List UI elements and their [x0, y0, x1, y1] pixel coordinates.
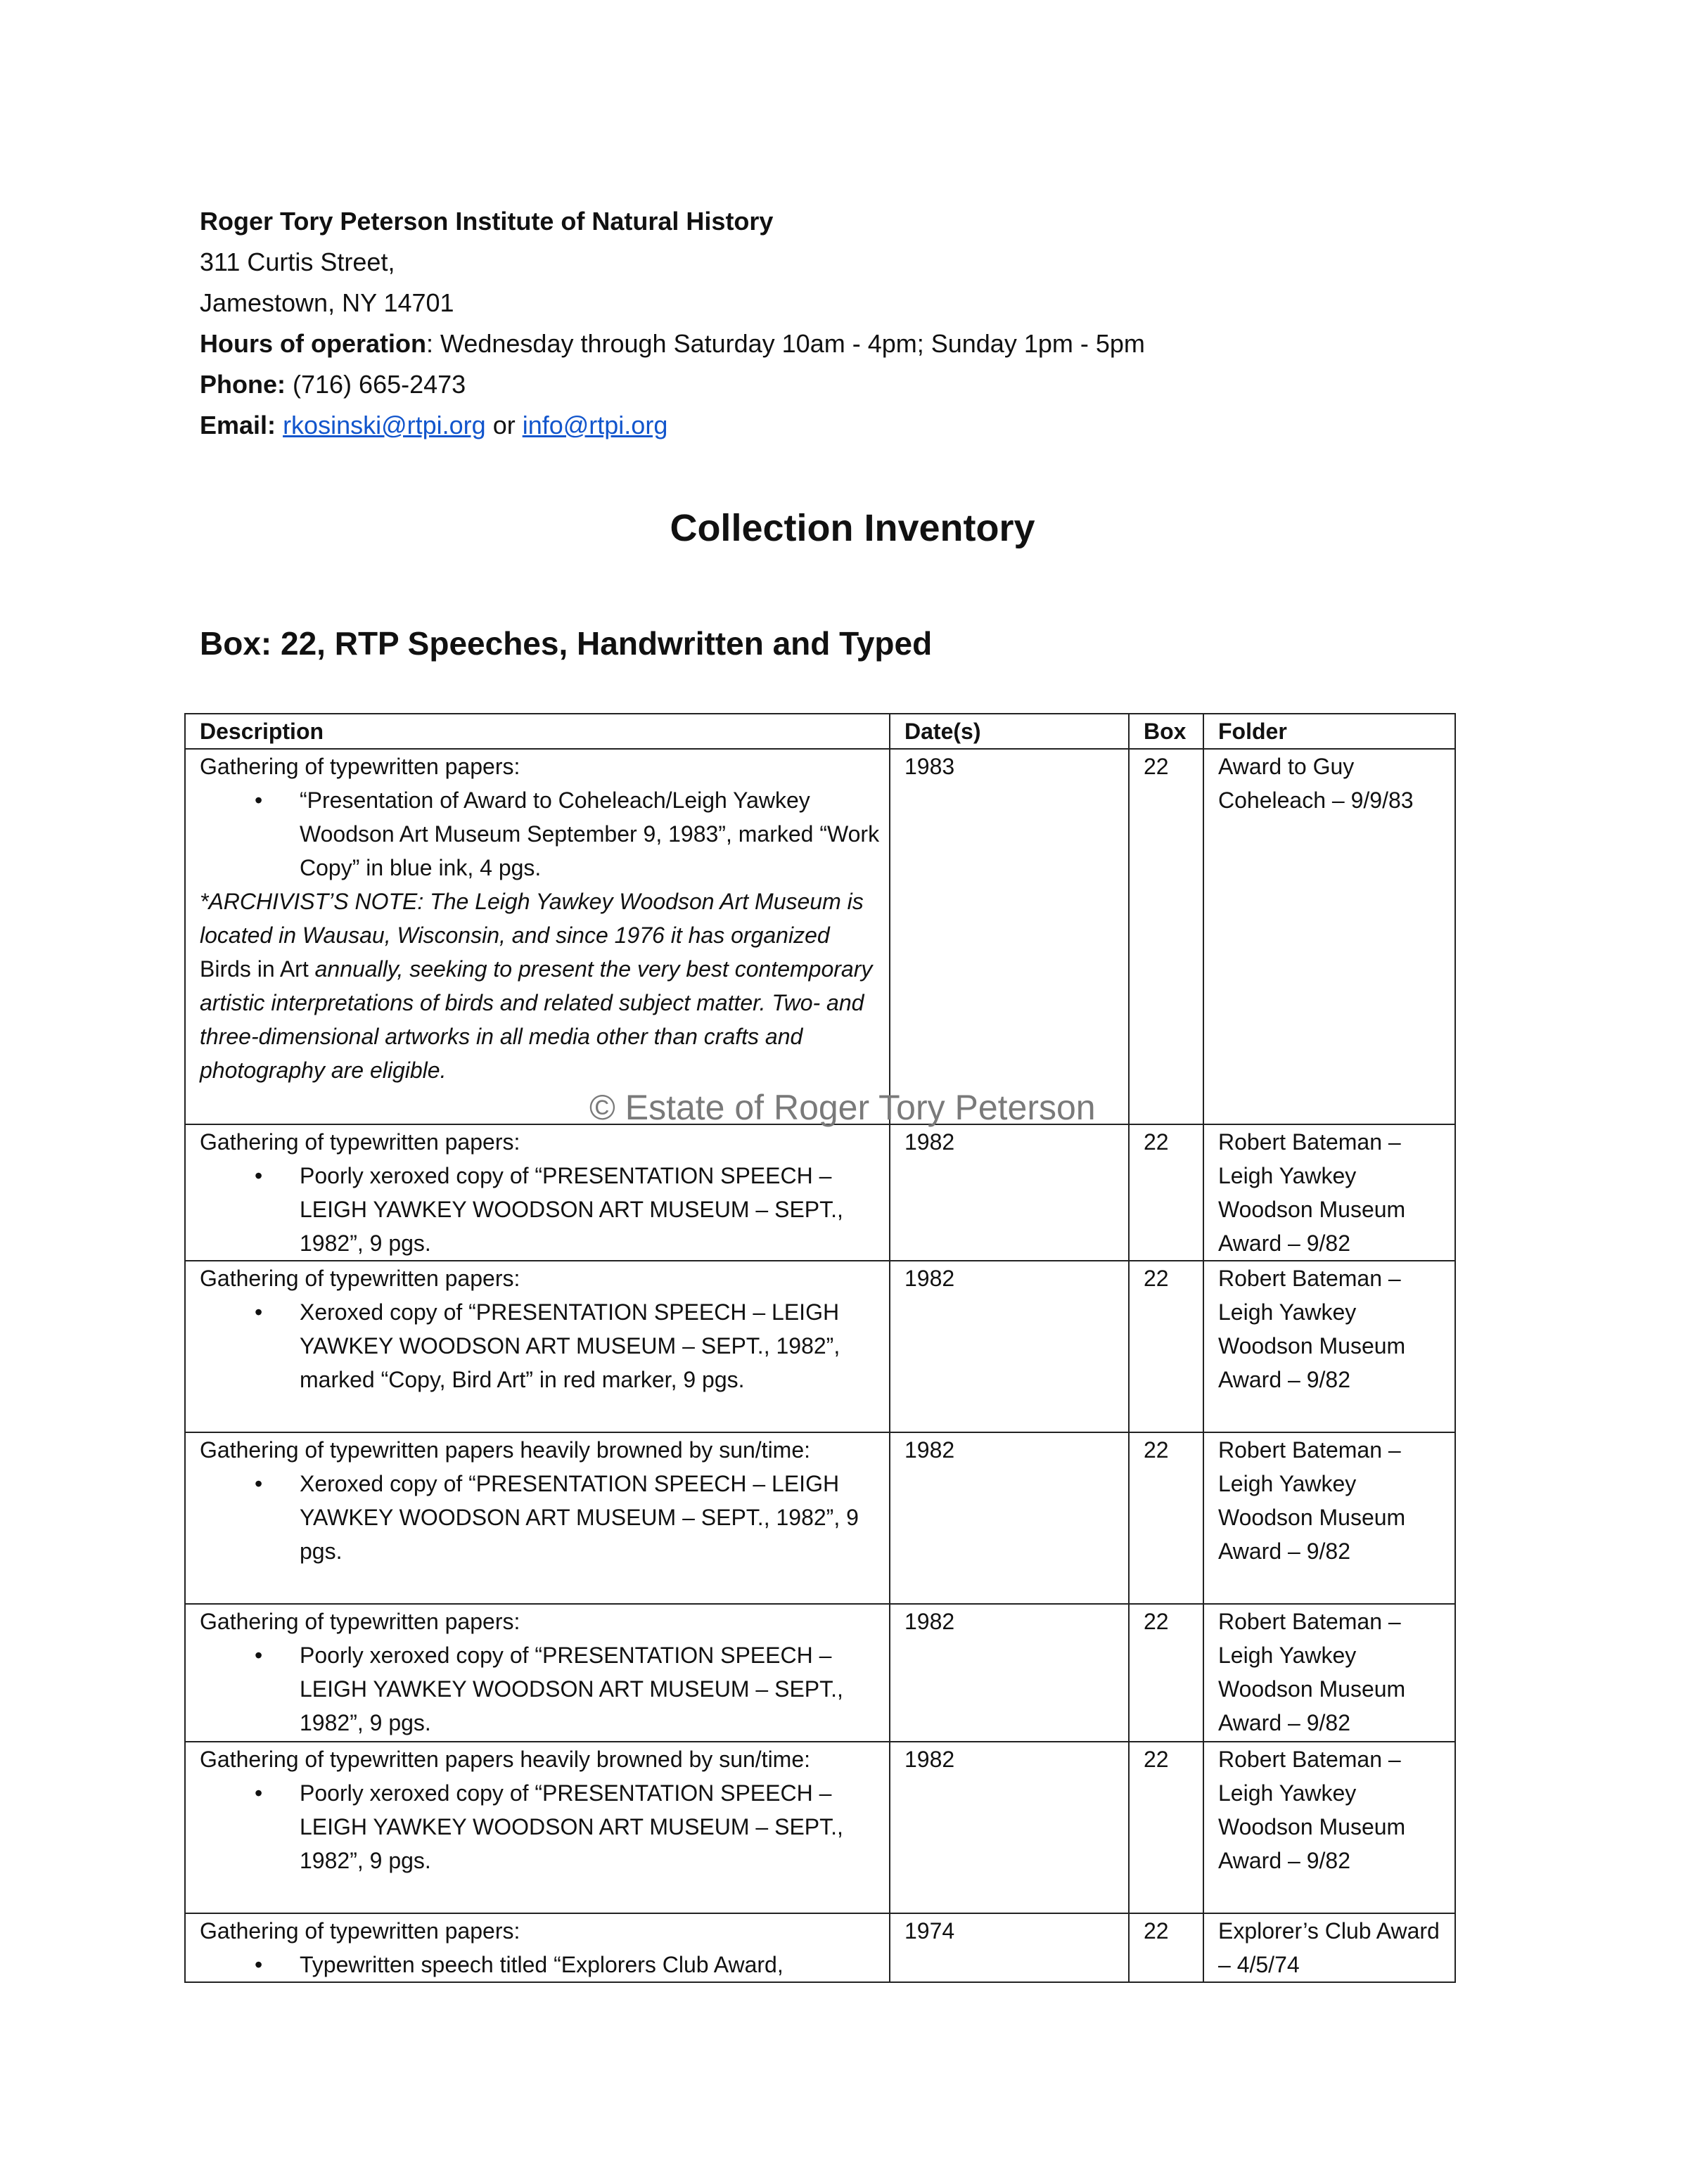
table-row	[185, 1913, 1455, 1982]
table-row	[185, 749, 1455, 1124]
description-intro: Gathering of typewritten papers heavily browned by sun/time:	[200, 1747, 811, 1772]
bullet-item: • Poorly xeroxed copy of “PRESENTATION SPEECH – LEIGH YAWKEY WOODSON ART MUSEUM – SEPT., 1982”, 9 pgs.	[300, 1159, 881, 1260]
box-cell: 22	[1129, 1604, 1203, 1742]
description-intro: Gathering of typewritten papers:	[200, 1918, 520, 1944]
bullet-list	[200, 1467, 881, 1568]
page-title: Collection Inventory	[670, 507, 1035, 549]
box-cell: 22	[1129, 1432, 1203, 1604]
description-intro: Gathering of typewritten papers:	[200, 1129, 520, 1155]
folder-cell: Robert Bateman – Leigh Yawkey Woodson Museum Award – 9/82	[1203, 1604, 1455, 1742]
watermark: © Estate of Roger Tory Peterson	[589, 1088, 1096, 1127]
bullet-list	[200, 1638, 881, 1740]
hours-value: : Wednesday through Saturday 10am - 4pm; Sunday 1pm - 5pm	[426, 329, 1145, 358]
folder-cell: Award to Guy Coheleach – 9/9/83	[1203, 749, 1455, 1124]
description-intro: Gathering of typewritten papers heavily browned by sun/time:	[200, 1437, 811, 1463]
description-intro: Gathering of typewritten papers:	[200, 1609, 520, 1634]
description-intro: Gathering of typewritten papers:	[200, 754, 520, 779]
description-cell	[185, 1124, 890, 1261]
folder-cell: Robert Bateman – Leigh Yawkey Woodson Museum Award – 9/82	[1203, 1742, 1455, 1913]
archivist-note	[200, 885, 881, 1087]
date-cell: 1983	[890, 749, 1129, 1124]
date-cell: 1974	[890, 1913, 1129, 1982]
description-cell	[185, 1604, 890, 1742]
email-label: Email:	[200, 411, 276, 439]
box-cell: 22	[1129, 1261, 1203, 1432]
date-cell: 1982	[890, 1261, 1129, 1432]
bullet-list	[200, 1159, 881, 1260]
org-name: Roger Tory Peterson Institute of Natural History	[200, 207, 774, 236]
address-line-1: 311 Curtis Street,	[200, 248, 395, 276]
box-cell: 22	[1129, 1124, 1203, 1261]
bullet-list	[200, 783, 881, 885]
phone-label: Phone:	[200, 370, 286, 399]
date-cell: 1982	[890, 1604, 1129, 1742]
table-row	[185, 1604, 1455, 1742]
bullet-list	[200, 1776, 881, 1877]
bullet-item: • Typewritten speech titled “Explorers Club Award,	[300, 1948, 881, 1981]
description-cell	[185, 1432, 890, 1604]
note-text: annually, seeking to present the very best contemporary artistic interpretations of birds and related subject matter. Two- and three-dimensional artworks in all media other than crafts and photography are eligible.	[200, 956, 873, 1083]
bullet-list	[200, 1295, 881, 1396]
address-line-2: Jamestown, NY 14701	[200, 288, 454, 317]
email-link-rkosinski[interactable]: rkosinski@rtpi.org	[283, 411, 486, 439]
box-cell: 22	[1129, 1913, 1203, 1982]
table-header-row	[185, 714, 1455, 749]
email-or: or	[485, 411, 523, 439]
date-cell: 1982	[890, 1742, 1129, 1913]
table-row	[185, 1742, 1455, 1913]
description-cell	[185, 1261, 890, 1432]
folder-cell: Robert Bateman – Leigh Yawkey Woodson Museum Award – 9/82	[1203, 1124, 1455, 1261]
email-line	[200, 405, 1145, 446]
table-row	[185, 1261, 1455, 1432]
description-cell	[185, 749, 890, 1124]
date-cell: 1982	[890, 1124, 1129, 1261]
description-cell	[185, 1742, 890, 1913]
email-link-info[interactable]: info@rtpi.org	[522, 411, 668, 439]
description-intro: Gathering of typewritten papers:	[200, 1266, 520, 1291]
date-cell: 1982	[890, 1432, 1129, 1604]
col-description: Description	[185, 714, 890, 749]
col-dates: Date(s)	[890, 714, 1129, 749]
box-cell: 22	[1129, 749, 1203, 1124]
hours-line	[200, 323, 1145, 364]
col-folder: Folder	[1203, 714, 1455, 749]
hours-label: Hours of operation	[200, 329, 426, 358]
contact-block	[200, 201, 1145, 446]
inventory-table	[184, 713, 1456, 1983]
table-row	[185, 1124, 1455, 1261]
bullet-item: • Poorly xeroxed copy of “PRESENTATION SPEECH – LEIGH YAWKEY WOODSON ART MUSEUM – SEPT., 1982”, 9 pgs.	[300, 1776, 881, 1877]
bullet-item: • Xeroxed copy of “PRESENTATION SPEECH – LEIGH YAWKEY WOODSON ART MUSEUM – SEPT., 1982”, 9 pgs.	[300, 1467, 881, 1568]
bullet-list	[200, 1948, 881, 1981]
phone-value: (716) 665-2473	[286, 370, 466, 399]
col-box: Box	[1129, 714, 1203, 749]
box-heading: Box: 22, RTP Speeches, Handwritten and Typed	[200, 625, 933, 662]
description-cell	[185, 1913, 890, 1982]
folder-cell: Robert Bateman – Leigh Yawkey Woodson Museum Award – 9/82	[1203, 1432, 1455, 1604]
box-cell: 22	[1129, 1742, 1203, 1913]
note-title: Birds in Art	[200, 956, 309, 982]
note-text: *ARCHIVIST’S NOTE: The Leigh Yawkey Woodson Art Museum is located in Wausau, Wisconsin, and since 1976 it has organized	[200, 889, 864, 948]
bullet-item: • “Presentation of Award to Coheleach/Leigh Yawkey Woodson Art Museum September 9, 1983”, marked “Work Copy” in blue ink, 4 pgs.	[300, 783, 881, 885]
folder-cell: Explorer’s Club Award – 4/5/74	[1203, 1913, 1455, 1982]
bullet-item: • Poorly xeroxed copy of “PRESENTATION SPEECH – LEIGH YAWKEY WOODSON ART MUSEUM – SEPT., 1982”, 9 pgs.	[300, 1638, 881, 1740]
folder-cell: Robert Bateman – Leigh Yawkey Woodson Museum Award – 9/82	[1203, 1261, 1455, 1432]
phone-line	[200, 364, 1145, 405]
table-row	[185, 1432, 1455, 1604]
bullet-item: • Xeroxed copy of “PRESENTATION SPEECH – LEIGH YAWKEY WOODSON ART MUSEUM – SEPT., 1982”, marked “Copy, Bird Art” in red marker, 9 pgs.	[300, 1295, 881, 1396]
